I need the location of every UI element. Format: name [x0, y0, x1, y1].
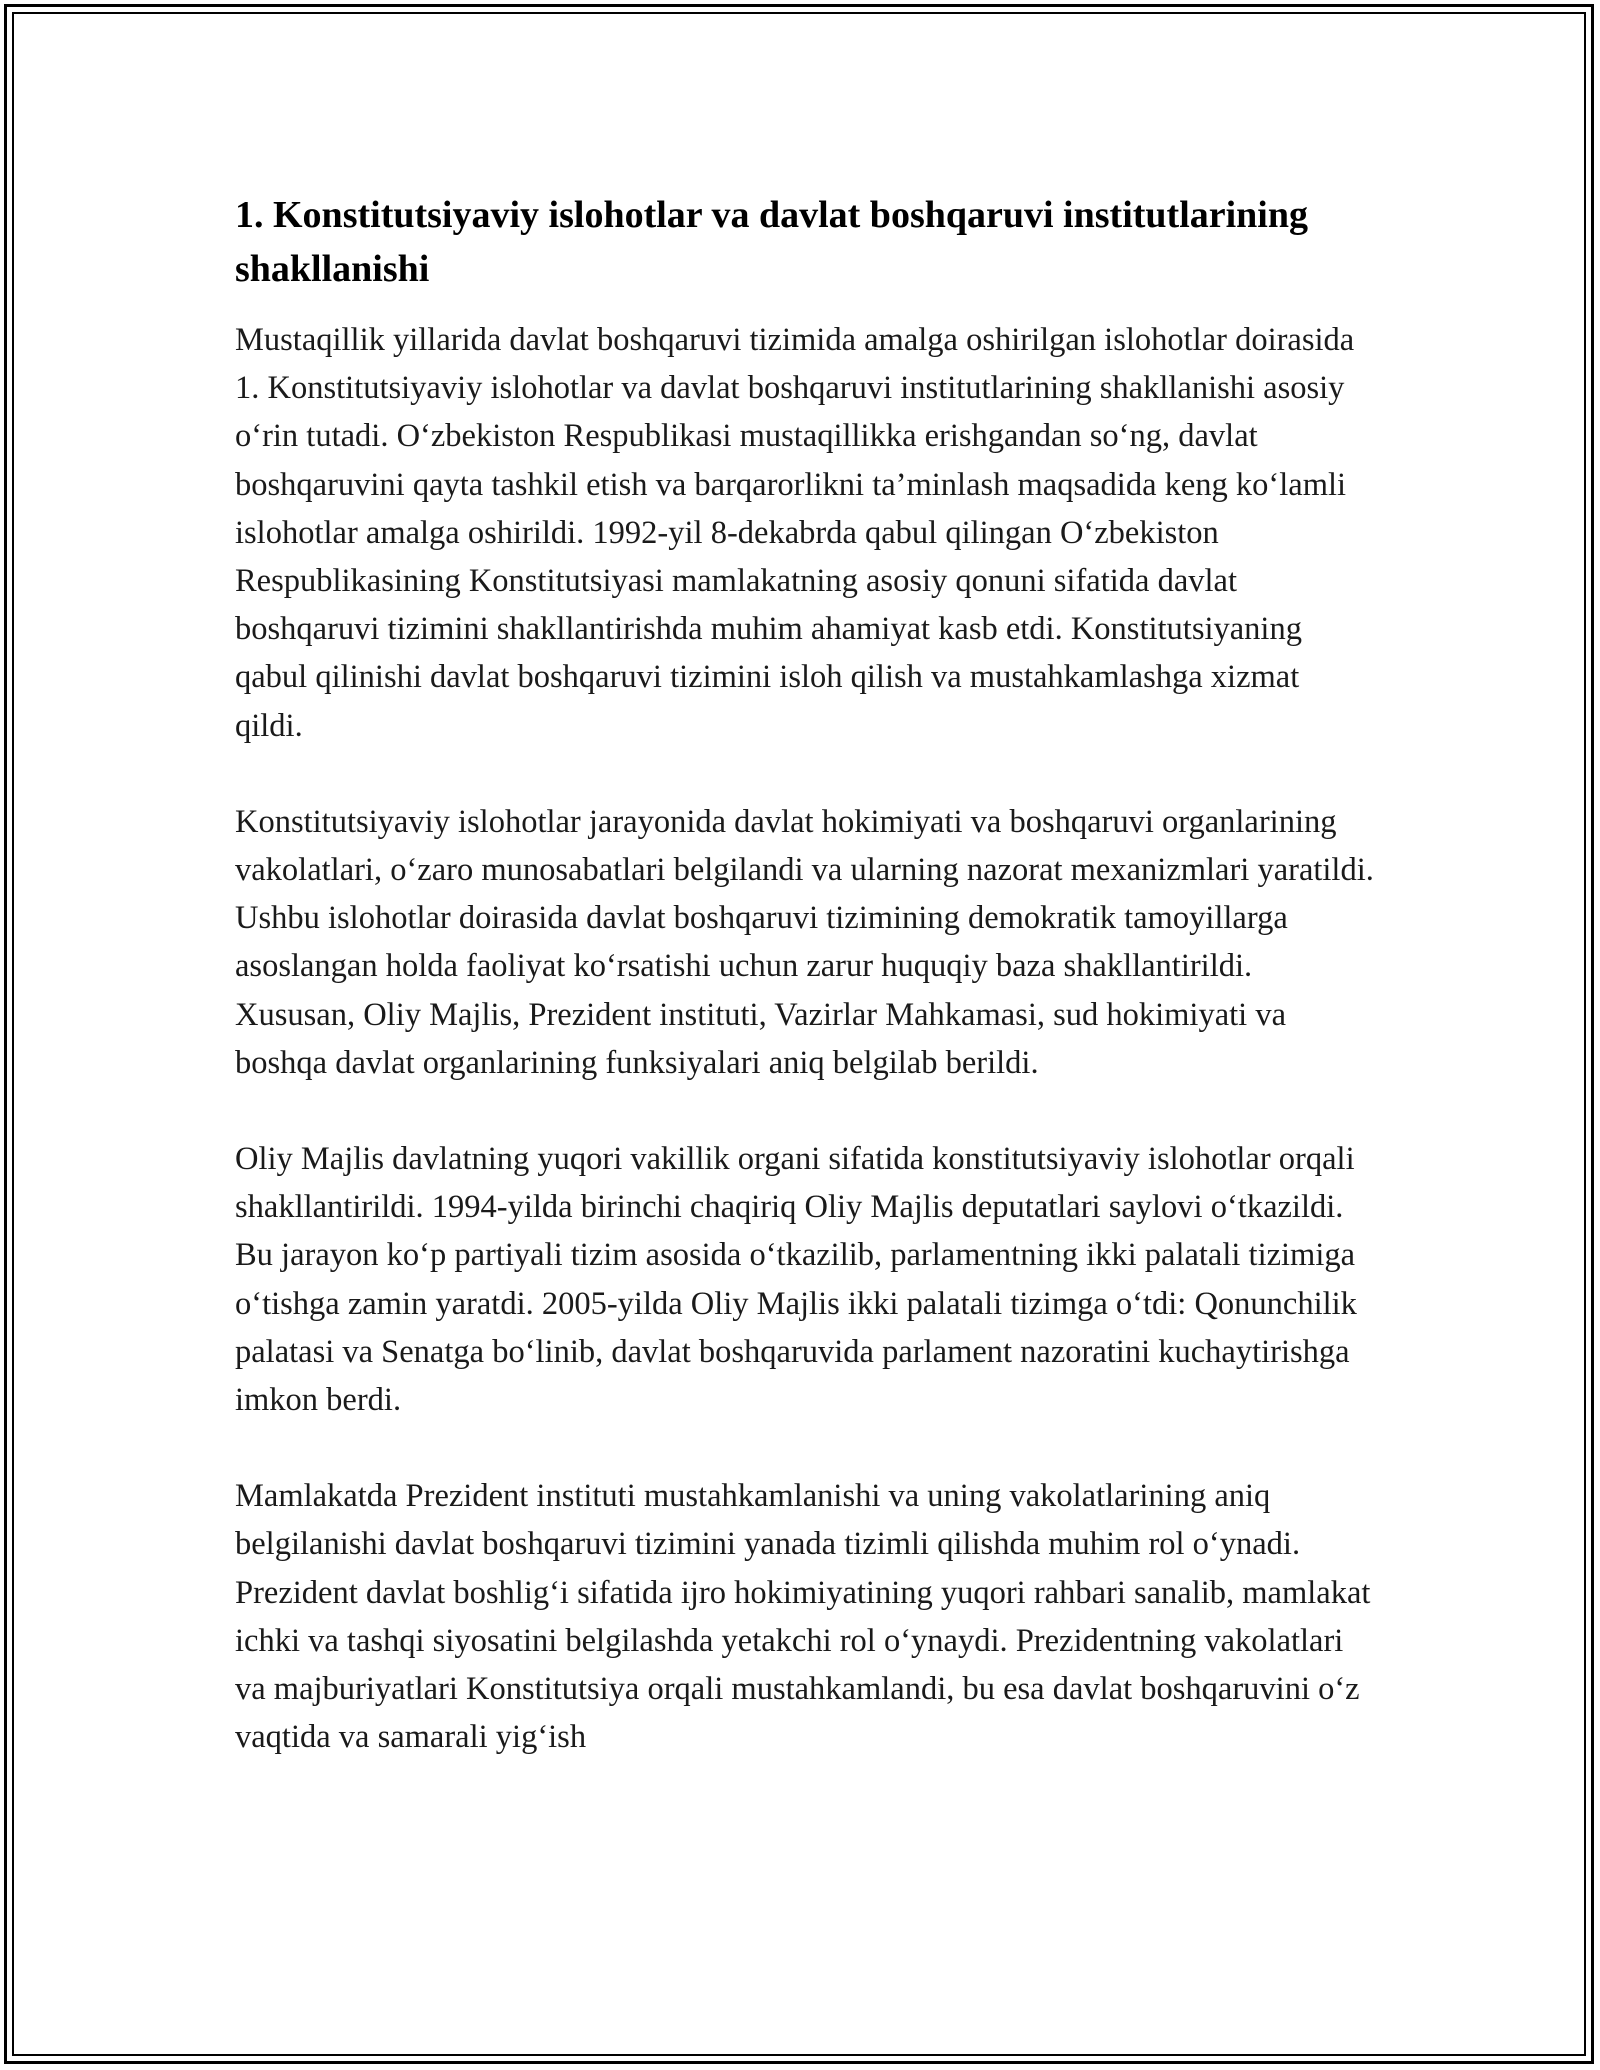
paragraph-2: Konstitutsiyaviy islohotlar jarayonida davlat hokimiyati va boshqaruvi organlarining vakolatlari, o‘zaro munosabatlari belgilandi va ularning nazorat mexanizmlari yaratildi. Ushbu islohotlar doirasida davlat boshqaruvi tizimining demokratik tamoyillarga asoslangan holda faoliyat ko‘rsatishi uchun zarur huquqiy baza shakllantirildi. Xususan, Oliy Majlis, Prezident instituti, Vazirlar Mahkamasi, sud hokimiyati va boshqa davlat organlarining funksiyalari aniq belgilab berildi. — [235, 803, 1374, 1081]
paragraph-3: Oliy Majlis davlatning yuqori vakillik organi sifatida konstitutsiyaviy islohotlar orqali shakllantirildi. 1994-yilda birinchi chaqiriq Oliy Majlis deputatlari saylovi o‘tkazildi. Bu jarayon ko‘p partiyali tizim asosida o‘tkazilib, parlamentning ikki palatali tizimiga o‘tishga zamin yaratdi. 2005-yilda Oliy Majlis ikki palatali tizimga o‘tdi: Qonunchilik palatasi va Senatga bo‘linib, davlat boshqaruvida parlament nazoratini kuchaytirishga imkon berdi. — [235, 1141, 1357, 1419]
paragraph-1: Mustaqillik yillarida davlat boshqaruvi tizimida amalga oshirilgan islohotlar doirasida 1. Konstitutsiyaviy islohotlar va davlat boshqaruvi institutlarining shakllanishi asosiy o‘rin tutadi. O‘zbekiston Respublikasi mustaqillikka erishgandan so‘ng, davlat boshqaruvini qayta tashkil etish va barqarorlikni ta’minlash maqsadida keng ko‘lamli islohotlar amalga oshirildi. 1992-yil 8-dekabrda qabul qilingan O‘zbekiston Respublikasining Konstitutsiyasi mamlakatning asosiy qonuni sifatida davlat boshqaruvi tizimini shakllantirishda muhim ahamiyat kasb etdi. Konstitutsiyaning qabul qilinishi davlat boshqaruvi tizimini isloh qilish va mustahkamlashga xizmat qildi. — [235, 322, 1355, 744]
paragraph-4: Mamlakatda Prezident instituti mustahkamlanishi va uning vakolatlarining aniq belgilanishi davlat boshqaruvi tizimini yanada tizimli qilishda muhim rol o‘ynadi. Prezident davlat boshlig‘i sifatida ijro hokimiyatining yuqori rahbari sanalib, mamlakat ichki va tashqi siyosatini belgilashda yetakchi rol o‘ynaydi. Prezidentning vakolatlari va majburiyatlari Konstitutsiya orqali mustahkamlandi, bu esa davlat boshqaruvini o‘z vaqtida va samarali yig‘ish — [235, 1478, 1371, 1756]
document-body — [235, 188, 1375, 1809]
section-heading: 1. Konstitutsiyaviy islohotlar va davlat boshqaruvi institutlarining shakllanishi — [235, 194, 1308, 290]
